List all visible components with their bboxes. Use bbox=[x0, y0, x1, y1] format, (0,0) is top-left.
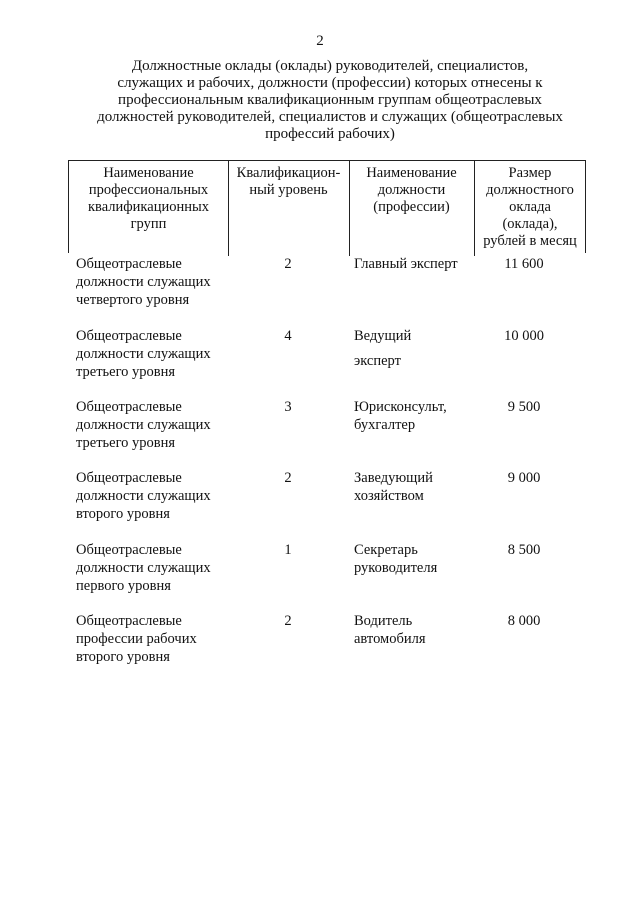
page-number: 2 bbox=[316, 33, 324, 49]
cell-line: Секретарь bbox=[354, 542, 418, 558]
cell-line: Ведущий bbox=[354, 328, 412, 344]
cell-line: должности служащих bbox=[76, 346, 211, 362]
title-line: должностей руководителей, специалистов и служащих (общеотраслевых bbox=[97, 109, 563, 125]
header-qualification-level bbox=[228, 165, 349, 199]
cell-line: Общеотраслевые bbox=[76, 256, 182, 272]
group-name-cell bbox=[76, 612, 236, 666]
title-line: профессий рабочих) bbox=[265, 126, 395, 142]
cell-line: третьего уровня bbox=[76, 364, 176, 380]
salary-cell: 8 500 bbox=[507, 542, 541, 558]
header-group-name bbox=[69, 165, 228, 233]
header-line: должностного bbox=[486, 182, 574, 198]
header-line: квалификационных bbox=[88, 199, 209, 215]
cell-line: Юрисконсульт, bbox=[354, 399, 447, 415]
cell-line: четвертого уровня bbox=[76, 292, 190, 308]
cell-line: второго уровня bbox=[76, 649, 170, 665]
level-cell: 4 bbox=[284, 328, 292, 344]
header-line: рублей в месяц bbox=[483, 233, 577, 249]
cell-line: должности служащих bbox=[76, 560, 211, 576]
salary-cell: 11 600 bbox=[504, 256, 544, 272]
cell-line: должности служащих bbox=[76, 417, 211, 433]
header-position-name bbox=[349, 165, 474, 216]
cell-line: Главный эксперт bbox=[354, 256, 458, 272]
salary-cell: 10 000 bbox=[504, 328, 544, 344]
salary-cell: 9 500 bbox=[507, 399, 541, 415]
position-cell bbox=[354, 255, 472, 273]
group-name-cell bbox=[76, 469, 236, 523]
header-line: профессиональных bbox=[88, 182, 209, 198]
group-name-cell bbox=[76, 398, 236, 452]
cell-line: бухгалтер bbox=[354, 417, 416, 433]
cell-line: автомобиля bbox=[354, 631, 426, 647]
group-name-cell bbox=[76, 327, 236, 381]
cell-line: профессии рабочих bbox=[76, 631, 197, 647]
cell-line: эксперт bbox=[354, 353, 401, 369]
cell-line: Общеотраслевые bbox=[76, 399, 182, 415]
cell-line: должности служащих bbox=[76, 488, 211, 504]
document-title bbox=[70, 58, 590, 143]
group-name-cell bbox=[76, 541, 236, 595]
header-line: (оклада), bbox=[502, 216, 558, 232]
cell-line: третьего уровня bbox=[76, 435, 176, 451]
header-line: ный уровень bbox=[249, 182, 328, 198]
table-header bbox=[68, 160, 586, 253]
cell-line: Общеотраслевые bbox=[76, 328, 182, 344]
cell-line: Общеотраслевые bbox=[76, 613, 182, 629]
cell-line: второго уровня bbox=[76, 506, 170, 522]
level-cell: 1 bbox=[284, 542, 292, 558]
header-line: Размер bbox=[508, 165, 552, 181]
level-cell: 3 bbox=[284, 399, 292, 415]
header-line: Наименование bbox=[366, 165, 457, 181]
position-cell bbox=[354, 469, 472, 505]
cell-line: Общеотраслевые bbox=[76, 470, 182, 486]
salary-cell: 9 000 bbox=[507, 470, 541, 486]
position-cell bbox=[354, 398, 472, 434]
header-salary bbox=[474, 165, 586, 250]
header-line: групп bbox=[130, 216, 167, 232]
title-line: Должностные оклады (оклады) руководителей, специалистов, bbox=[131, 58, 529, 74]
level-cell: 2 bbox=[284, 256, 292, 272]
position-cell bbox=[354, 541, 472, 577]
header-line: оклада bbox=[509, 199, 551, 215]
title-line: служащих и рабочих, должности (профессии) которых отнесены к bbox=[117, 75, 543, 91]
cell-line: хозяйством bbox=[354, 488, 424, 504]
cell-line: руководителя bbox=[354, 560, 438, 576]
header-line: должности bbox=[377, 182, 446, 198]
position-cell bbox=[354, 327, 472, 370]
cell-line: первого уровня bbox=[76, 578, 171, 594]
title-line: профессиональным квалификационным группам общеотраслевых bbox=[118, 92, 542, 108]
cell-line: должности служащих bbox=[76, 274, 211, 290]
level-cell: 2 bbox=[284, 613, 292, 629]
cell-line: Заведующий bbox=[354, 470, 433, 486]
header-line: Наименование bbox=[103, 165, 194, 181]
salary-cell: 8 000 bbox=[507, 613, 541, 629]
header-line: Квалификацион- bbox=[236, 165, 341, 181]
level-cell: 2 bbox=[284, 470, 292, 486]
cell-line: Водитель bbox=[354, 613, 413, 629]
group-name-cell bbox=[76, 255, 236, 309]
cell-line: Общеотраслевые bbox=[76, 542, 182, 558]
position-cell bbox=[354, 612, 472, 648]
header-line: (профессии) bbox=[373, 199, 450, 215]
